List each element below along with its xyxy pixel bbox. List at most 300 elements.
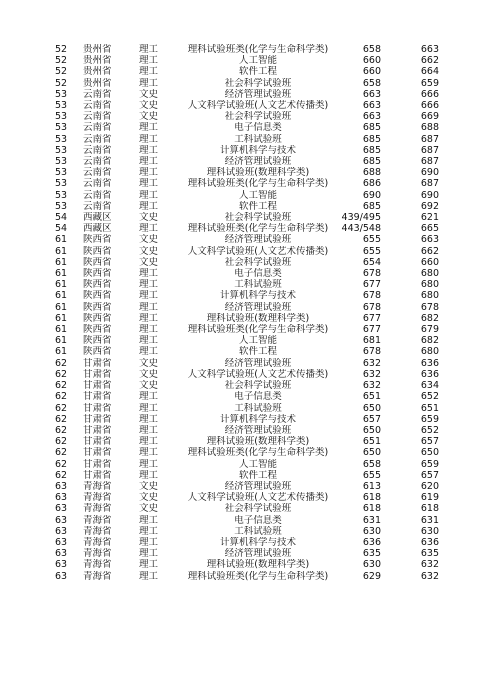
cell-subject-category: 理工 <box>139 324 159 336</box>
cell-province-code: 52 <box>55 44 68 55</box>
cell-major: 经济管理试验班 <box>224 548 292 560</box>
cell-major: 工科试验班 <box>234 133 282 145</box>
cell-province-code: 63 <box>55 525 68 537</box>
cell-max-score: 662 <box>420 245 439 257</box>
cell-major: 经济管理试验班 <box>224 156 292 168</box>
cell-province-code: 54 <box>55 212 68 224</box>
table-row <box>40 481 457 492</box>
cell-province-code: 63 <box>55 480 68 492</box>
cell-major: 社会科学试验班 <box>224 380 292 392</box>
cell-province-code: 61 <box>55 268 68 280</box>
table-row <box>40 537 457 548</box>
cell-major: 人文科学试验班(人文艺术传播类) <box>187 368 329 380</box>
cell-province-code: 63 <box>55 503 68 515</box>
cell-max-score: 687 <box>420 156 439 168</box>
table-row <box>40 526 457 537</box>
cell-province: 陕西省 <box>83 234 112 246</box>
cell-province-code: 63 <box>55 559 68 571</box>
cell-min-score: 635 <box>362 548 381 560</box>
cell-min-score: 618 <box>362 503 381 515</box>
cell-min-score: 690 <box>362 189 381 201</box>
cell-province-code: 62 <box>55 413 68 425</box>
cell-subject-category: 理工 <box>139 312 159 324</box>
cell-province-code: 61 <box>55 290 68 302</box>
cell-province: 甘肃省 <box>83 458 112 470</box>
cell-province: 甘肃省 <box>83 380 112 392</box>
cell-subject-category: 理工 <box>139 413 159 425</box>
cell-province-code: 61 <box>55 335 68 347</box>
cell-province: 云南省 <box>83 88 112 100</box>
table-row <box>40 167 457 178</box>
cell-min-score: 685 <box>362 156 381 168</box>
cell-major: 理科试验班(数理科学类) <box>206 312 310 324</box>
cell-province: 陕西省 <box>83 279 112 291</box>
table-row <box>40 134 457 145</box>
cell-province-code: 53 <box>55 189 68 201</box>
cell-province-code: 61 <box>55 346 68 358</box>
table-row <box>40 470 457 481</box>
cell-province: 青海省 <box>83 503 112 515</box>
cell-major: 人文科学试验班(人文艺术传播类) <box>187 245 329 257</box>
cell-min-score: 443/548 <box>341 223 381 235</box>
cell-min-score: 663 <box>362 100 381 112</box>
cell-max-score: 666 <box>420 100 439 112</box>
cell-max-score: 688 <box>420 122 439 134</box>
cell-province: 陕西省 <box>83 335 112 347</box>
table-row <box>40 436 457 447</box>
cell-subject-category: 文史 <box>139 492 159 504</box>
cell-major: 计算机科学与技术 <box>219 290 296 302</box>
cell-min-score: 685 <box>362 133 381 145</box>
cell-subject-category: 文史 <box>139 368 159 380</box>
cell-province: 陕西省 <box>83 346 112 358</box>
cell-min-score: 678 <box>362 301 381 313</box>
cell-subject-category: 理工 <box>139 156 159 168</box>
cell-major: 理科试验班类(化学与生命科学类) <box>187 44 329 55</box>
table-row <box>40 44 457 55</box>
cell-province-code: 63 <box>55 492 68 504</box>
cell-subject-category: 理工 <box>139 77 159 89</box>
cell-major: 社会科学试验班 <box>224 111 292 123</box>
cell-max-score: 665 <box>420 223 439 235</box>
cell-max-score: 692 <box>420 200 439 212</box>
cell-min-score: 655 <box>362 234 381 246</box>
cell-province-code: 53 <box>55 88 68 100</box>
cell-province-code: 62 <box>55 357 68 369</box>
table-row <box>40 503 457 514</box>
cell-max-score: 636 <box>420 357 439 369</box>
cell-max-score: 619 <box>420 492 439 504</box>
cell-province-code: 62 <box>55 380 68 392</box>
cell-subject-category: 文史 <box>139 212 159 224</box>
table-row <box>40 122 457 133</box>
table-row <box>40 279 457 290</box>
cell-province: 甘肃省 <box>83 368 112 380</box>
cell-subject-category: 理工 <box>139 402 159 414</box>
cell-subject-category: 理工 <box>139 268 159 280</box>
cell-min-score: 655 <box>362 245 381 257</box>
cell-max-score: 664 <box>420 66 439 78</box>
cell-province-code: 52 <box>55 55 68 67</box>
table-row <box>40 223 457 234</box>
cell-max-score: 630 <box>420 525 439 537</box>
cell-province-code: 53 <box>55 156 68 168</box>
cell-max-score: 662 <box>420 55 439 67</box>
cell-subject-category: 理工 <box>139 559 159 571</box>
cell-province-code: 62 <box>55 424 68 436</box>
cell-min-score: 632 <box>362 368 381 380</box>
cell-province-code: 62 <box>55 436 68 448</box>
cell-major: 理科试验班类(化学与生命科学类) <box>187 324 329 336</box>
cell-subject-category: 文史 <box>139 88 159 100</box>
cell-major: 理科试验班(数理科学类) <box>206 559 310 571</box>
table-row <box>40 212 457 223</box>
cell-min-score: 658 <box>362 44 381 55</box>
cell-min-score: 630 <box>362 559 381 571</box>
cell-province: 青海省 <box>83 480 112 492</box>
cell-max-score: 652 <box>420 391 439 403</box>
cell-min-score: 685 <box>362 200 381 212</box>
cell-min-score: 686 <box>362 178 381 190</box>
cell-subject-category: 理工 <box>139 55 159 67</box>
table-row <box>40 492 457 503</box>
cell-province-code: 63 <box>55 548 68 560</box>
cell-major: 人工智能 <box>238 335 277 347</box>
cell-min-score: 660 <box>362 66 381 78</box>
cell-subject-category: 理工 <box>139 346 159 358</box>
cell-max-score: 659 <box>420 413 439 425</box>
cell-max-score: 678 <box>420 301 439 313</box>
cell-min-score: 650 <box>362 402 381 414</box>
cell-min-score: 439/495 <box>341 212 381 224</box>
cell-major: 人文科学试验班(人文艺术传播类) <box>187 100 329 112</box>
cell-province: 陕西省 <box>83 256 112 268</box>
cell-min-score: 677 <box>362 279 381 291</box>
cell-min-score: 663 <box>362 88 381 100</box>
cell-major: 工科试验班 <box>234 525 282 537</box>
cell-province: 云南省 <box>83 156 112 168</box>
table-row <box>40 414 457 425</box>
cell-province: 陕西省 <box>83 245 112 257</box>
cell-min-score: 677 <box>362 312 381 324</box>
cell-subject-category: 理工 <box>139 570 159 582</box>
cell-min-score: 685 <box>362 122 381 134</box>
cell-subject-category: 文史 <box>139 480 159 492</box>
cell-max-score: 666 <box>420 88 439 100</box>
cell-province-code: 63 <box>55 570 68 582</box>
cell-min-score: 630 <box>362 525 381 537</box>
cell-province: 甘肃省 <box>83 391 112 403</box>
cell-province-code: 62 <box>55 391 68 403</box>
cell-subject-category: 文史 <box>139 100 159 112</box>
cell-major: 电子信息类 <box>234 268 282 280</box>
cell-province: 云南省 <box>83 111 112 123</box>
cell-province-code: 53 <box>55 100 68 112</box>
table-row <box>40 268 457 279</box>
cell-min-score: 636 <box>362 536 381 548</box>
cell-province-code: 61 <box>55 234 68 246</box>
cell-major: 软件工程 <box>238 469 277 481</box>
table-row <box>40 246 457 257</box>
cell-province-code: 62 <box>55 402 68 414</box>
cell-max-score: 657 <box>420 469 439 481</box>
cell-province: 云南省 <box>83 189 112 201</box>
cell-subject-category: 理工 <box>139 178 159 190</box>
cell-province-code: 53 <box>55 122 68 134</box>
table-row <box>40 156 457 167</box>
cell-min-score: 678 <box>362 290 381 302</box>
cell-min-score: 618 <box>362 492 381 504</box>
cell-major: 理科试验班类(化学与生命科学类) <box>187 447 329 459</box>
cell-major: 经济管理试验班 <box>224 357 292 369</box>
cell-subject-category: 文史 <box>139 503 159 515</box>
cell-province-code: 61 <box>55 312 68 324</box>
cell-province-code: 63 <box>55 514 68 526</box>
table-row <box>40 391 457 402</box>
cell-province-code: 62 <box>55 469 68 481</box>
cell-province-code: 62 <box>55 447 68 459</box>
cell-major: 软件工程 <box>238 200 277 212</box>
cell-province: 甘肃省 <box>83 402 112 414</box>
table-row <box>40 403 457 414</box>
table-row <box>40 324 457 335</box>
cell-subject-category: 理工 <box>139 200 159 212</box>
cell-province-code: 52 <box>55 77 68 89</box>
cell-major: 经济管理试验班 <box>224 480 292 492</box>
table-row <box>40 380 457 391</box>
cell-min-score: 678 <box>362 268 381 280</box>
table-row <box>40 302 457 313</box>
cell-major: 软件工程 <box>238 66 277 78</box>
cell-subject-category: 理工 <box>139 167 159 179</box>
cell-max-score: 687 <box>420 133 439 145</box>
cell-min-score: 650 <box>362 447 381 459</box>
cell-max-score: 620 <box>420 480 439 492</box>
cell-province: 云南省 <box>83 178 112 190</box>
cell-min-score: 678 <box>362 346 381 358</box>
cell-province: 青海省 <box>83 570 112 582</box>
cell-province: 甘肃省 <box>83 447 112 459</box>
cell-province-code: 52 <box>55 66 68 78</box>
cell-province-code: 53 <box>55 144 68 156</box>
cell-major: 人工智能 <box>238 458 277 470</box>
cell-max-score: 680 <box>420 268 439 280</box>
cell-major: 人文科学试验班(人文艺术传播类) <box>187 492 329 504</box>
table-row <box>40 447 457 458</box>
cell-subject-category: 文史 <box>139 111 159 123</box>
cell-min-score: 660 <box>362 55 381 67</box>
table-row <box>40 358 457 369</box>
cell-subject-category: 文史 <box>139 245 159 257</box>
cell-major: 经济管理试验班 <box>224 301 292 313</box>
cell-subject-category: 文史 <box>139 234 159 246</box>
cell-max-score: 636 <box>420 368 439 380</box>
cell-subject-category: 文史 <box>139 357 159 369</box>
cell-major: 工科试验班 <box>234 402 282 414</box>
table-row <box>40 548 457 559</box>
cell-min-score: 632 <box>362 380 381 392</box>
table-row <box>40 234 457 245</box>
cell-major: 计算机科学与技术 <box>219 144 296 156</box>
cell-major: 软件工程 <box>238 346 277 358</box>
cell-min-score: 655 <box>362 469 381 481</box>
cell-province: 云南省 <box>83 200 112 212</box>
cell-subject-category: 理工 <box>139 548 159 560</box>
cell-province: 陕西省 <box>83 301 112 313</box>
cell-max-score: 636 <box>420 536 439 548</box>
cell-major: 理科试验班类(化学与生命科学类) <box>187 223 329 235</box>
cell-major: 计算机科学与技术 <box>219 413 296 425</box>
cell-min-score: 650 <box>362 424 381 436</box>
cell-max-score: 652 <box>420 424 439 436</box>
table-row <box>40 425 457 436</box>
table-row <box>40 100 457 111</box>
cell-subject-category: 理工 <box>139 290 159 302</box>
cell-major: 计算机科学与技术 <box>219 536 296 548</box>
table-row <box>40 559 457 570</box>
table-row <box>40 459 457 470</box>
cell-subject-category: 理工 <box>139 66 159 78</box>
cell-province-code: 54 <box>55 223 68 235</box>
cell-max-score: 650 <box>420 447 439 459</box>
cell-province: 贵州省 <box>83 44 112 55</box>
table-row <box>40 145 457 156</box>
cell-major: 经济管理试验班 <box>224 424 292 436</box>
cell-max-score: 679 <box>420 324 439 336</box>
cell-major: 电子信息类 <box>234 514 282 526</box>
cell-province: 陕西省 <box>83 312 112 324</box>
cell-subject-category: 理工 <box>139 122 159 134</box>
cell-subject-category: 理工 <box>139 424 159 436</box>
cell-province-code: 62 <box>55 368 68 380</box>
cell-min-score: 681 <box>362 335 381 347</box>
cell-min-score: 688 <box>362 167 381 179</box>
cell-min-score: 632 <box>362 357 381 369</box>
cell-max-score: 690 <box>420 189 439 201</box>
cell-province: 西藏区 <box>83 223 112 235</box>
cell-province-code: 62 <box>55 458 68 470</box>
cell-province-code: 53 <box>55 167 68 179</box>
table-row <box>40 201 457 212</box>
cell-province: 甘肃省 <box>83 413 112 425</box>
cell-major: 理科试验班(数理科学类) <box>206 167 310 179</box>
cell-major: 社会科学试验班 <box>224 212 292 224</box>
table-row <box>40 571 457 582</box>
cell-major: 人工智能 <box>238 55 277 67</box>
cell-subject-category: 理工 <box>139 525 159 537</box>
cell-min-score: 651 <box>362 391 381 403</box>
table-row <box>40 178 457 189</box>
cell-province-code: 61 <box>55 245 68 257</box>
cell-major: 理科试验班(数理科学类) <box>206 436 310 448</box>
cell-province-code: 53 <box>55 133 68 145</box>
cell-min-score: 631 <box>362 514 381 526</box>
cell-province: 云南省 <box>83 133 112 145</box>
cell-max-score: 651 <box>420 402 439 414</box>
table-row <box>40 313 457 324</box>
cell-subject-category: 理工 <box>139 189 159 201</box>
cell-subject-category: 理工 <box>139 447 159 459</box>
cell-province-code: 53 <box>55 200 68 212</box>
cell-max-score: 687 <box>420 178 439 190</box>
cell-max-score: 621 <box>420 212 439 224</box>
cell-subject-category: 文史 <box>139 380 159 392</box>
cell-province: 青海省 <box>83 525 112 537</box>
cell-min-score: 658 <box>362 77 381 89</box>
cell-province: 云南省 <box>83 100 112 112</box>
cell-subject-category: 理工 <box>139 335 159 347</box>
cell-subject-category: 理工 <box>139 436 159 448</box>
cell-province: 青海省 <box>83 548 112 560</box>
cell-province: 甘肃省 <box>83 357 112 369</box>
cell-min-score: 657 <box>362 413 381 425</box>
cell-province-code: 53 <box>55 178 68 190</box>
cell-max-score: 663 <box>420 44 439 55</box>
cell-subject-category: 理工 <box>139 279 159 291</box>
cell-province-code: 61 <box>55 256 68 268</box>
cell-subject-category: 理工 <box>139 144 159 156</box>
cell-max-score: 632 <box>420 559 439 571</box>
cell-subject-category: 理工 <box>139 391 159 403</box>
table-row <box>40 335 457 346</box>
cell-province: 陕西省 <box>83 268 112 280</box>
cell-province: 甘肃省 <box>83 469 112 481</box>
cell-province-code: 53 <box>55 111 68 123</box>
table-row <box>40 515 457 526</box>
cell-min-score: 629 <box>362 570 381 582</box>
cell-subject-category: 理工 <box>139 514 159 526</box>
cell-max-score: 669 <box>420 111 439 123</box>
cell-subject-category: 理工 <box>139 458 159 470</box>
cell-min-score: 677 <box>362 324 381 336</box>
cell-max-score: 632 <box>420 570 439 582</box>
cell-major: 社会科学试验班 <box>224 256 292 268</box>
table-body <box>40 44 457 582</box>
cell-province: 贵州省 <box>83 55 112 67</box>
cell-min-score: 663 <box>362 111 381 123</box>
cell-province: 云南省 <box>83 144 112 156</box>
cell-major: 人工智能 <box>238 189 277 201</box>
cell-max-score: 660 <box>420 256 439 268</box>
cell-province: 西藏区 <box>83 212 112 224</box>
cell-max-score: 682 <box>420 312 439 324</box>
cell-province: 陕西省 <box>83 324 112 336</box>
cell-major: 理科试验班类(化学与生命科学类) <box>187 570 329 582</box>
cell-subject-category: 理工 <box>139 133 159 145</box>
cell-max-score: 682 <box>420 335 439 347</box>
cell-min-score: 613 <box>362 480 381 492</box>
cell-subject-category: 理工 <box>139 301 159 313</box>
cell-province: 青海省 <box>83 514 112 526</box>
cell-max-score: 657 <box>420 436 439 448</box>
cell-province: 贵州省 <box>83 66 112 78</box>
table-row <box>40 346 457 357</box>
cell-province: 青海省 <box>83 559 112 571</box>
cell-max-score: 659 <box>420 458 439 470</box>
table-row <box>40 78 457 89</box>
cell-province: 陕西省 <box>83 290 112 302</box>
cell-province: 青海省 <box>83 536 112 548</box>
cell-subject-category: 理工 <box>139 536 159 548</box>
cell-subject-category: 理工 <box>139 44 159 55</box>
cell-min-score: 658 <box>362 458 381 470</box>
cell-min-score: 651 <box>362 436 381 448</box>
cell-province: 甘肃省 <box>83 436 112 448</box>
cell-province: 青海省 <box>83 492 112 504</box>
cell-max-score: 680 <box>420 290 439 302</box>
cell-max-score: 687 <box>420 144 439 156</box>
cell-subject-category: 理工 <box>139 469 159 481</box>
